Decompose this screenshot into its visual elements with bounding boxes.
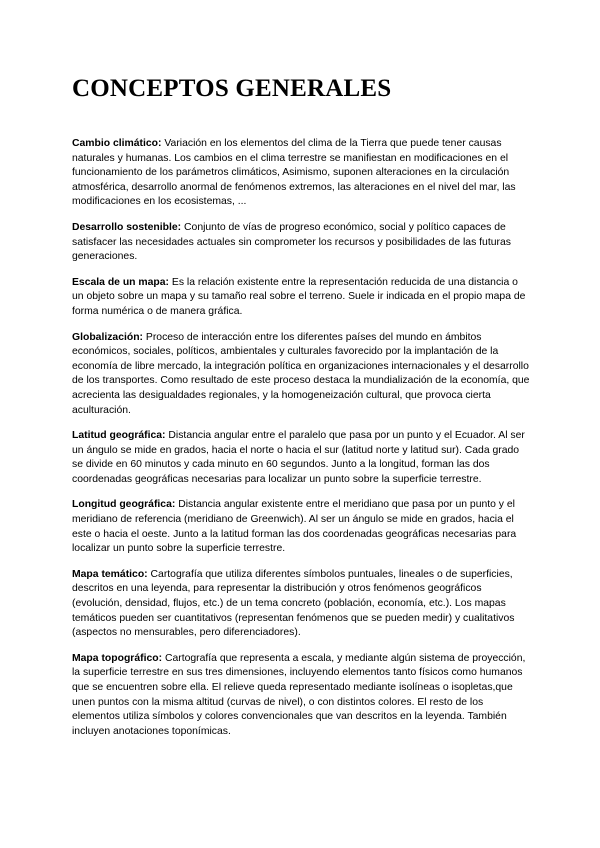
- entry-term: Globalización:: [72, 331, 144, 343]
- glossary-entry-cambio-climatico: [72, 137, 530, 210]
- entry-definition: Cartografía que utiliza diferentes símbolos puntuales, lineales o de superficies, descritos en una leyenda, para representar la distribución y otros fenómenos geográficos (evolución, densidad, flujos, etc.) de un tema concreto (población, economía, etc.). Los mapas temáticos pueden ser cuantitativos (representan fenómenos que se pueden medir) y cualitativos (aspectos no mensurables, pero diferenciadores).: [72, 568, 515, 639]
- entry-definition: Conjunto de vías de progreso económico, social y político capaces de satisfacer las necesidades actuales sin comprometer los recursos y posibilidades de las futuras generaciones.: [72, 221, 511, 263]
- glossary-entry-longitud: [72, 498, 530, 556]
- entry-definition: Variación en los elementos del clima de la Tierra que puede tener causas naturales y humanas. Los cambios en el clima terrestre se manifiestan en modificaciones en el funcionamiento de los parámetros climáticos, Asimismo, suponen alteraciones en la circulación atmosférica, desarrollo anormal de fenómenos extremos, las alteraciones en el nivel del mar, las modificaciones en los ecosistemas, ...: [72, 138, 516, 208]
- glossary-entry-latitud: [72, 429, 530, 487]
- glossary-entry-globalizacion: [72, 331, 530, 419]
- glossary-entry-escala-mapa: [72, 276, 530, 320]
- entry-term: Mapa topográfico:: [72, 652, 163, 664]
- entry-definition: Distancia angular entre el paralelo que pasa por un punto y el Ecuador. Al ser un ángulo se mide en grados, hacia el norte o hacia el sur (latitud norte y latitud sur). Cada grado se divide en 60 minutos y cada minuto en 60 segundos. Junto a la longitud, forman las dos coordenadas geográficas necesarias para localizar un punto sobre la superficie terrestre.: [72, 430, 525, 485]
- entry-term: Cambio climático:: [72, 138, 162, 149]
- page-title: CONCEPTOS GENERALES: [72, 75, 392, 102]
- entry-definition: Es la relación existente entre la representación reducida de una distancia o un objeto sobre un mapa y su tamaño real sobre el terreno. Suele ir indicada en el propio mapa de forma numérica o de manera gráfica.: [72, 276, 526, 317]
- entry-term: Mapa temático:: [72, 568, 148, 580]
- entry-definition: Proceso de interacción entre los diferentes países del mundo en ámbitos económicos, sociales, políticos, ambientales y culturales favorecido por la implantación de la economía de libre mercado, la integración política en organizaciones internacionales y el desarrollo de los transportes. Como resultado de este proceso destaca la mundialización de la economía, que acrecienta las desigualdades regionales, y la homogeneización cultural, que provoca cierta aculturación.: [72, 331, 530, 416]
- glossary-entry-mapa-tematico: [72, 568, 530, 641]
- entry-term: Desarrollo sostenible:: [72, 221, 182, 233]
- entry-term: Escala de un mapa:: [72, 276, 170, 288]
- entry-definition: Cartografía que representa a escala, y mediante algún sistema de proyección, la superficie terrestre en sus tres dimensiones, incluyendo elementos tanto físicos como humanos que se encuentren sobre ella. El relieve queda representado mediante isolíneas o isopletas,que unen puntos con la misma altitud (curvas de nivel), o con distintos colores. El resto de los elementos utiliza símbolos y colores convencionales que van descritos en la leyenda. También incluyen anotaciones toponímicas.: [72, 652, 526, 737]
- entry-definition: Distancia angular existente entre el meridiano que pasa por un punto y el meridiano de referencia (meridiano de Greenwich). Al ser un ángulo se mide en grados, hacia el este o hacia el oeste. Junto a la latitud forman las dos coordenadas geográficas necesarias para localizar un punto sobre la superficie terrestre.: [72, 499, 517, 555]
- entry-term: Longitud geográfica:: [72, 499, 176, 511]
- glossary: [72, 137, 530, 750]
- glossary-entry-desarrollo-sostenible: [72, 221, 530, 265]
- entry-term: Latitud geográfica:: [72, 430, 166, 442]
- glossary-entry-mapa-topografico: [72, 652, 530, 740]
